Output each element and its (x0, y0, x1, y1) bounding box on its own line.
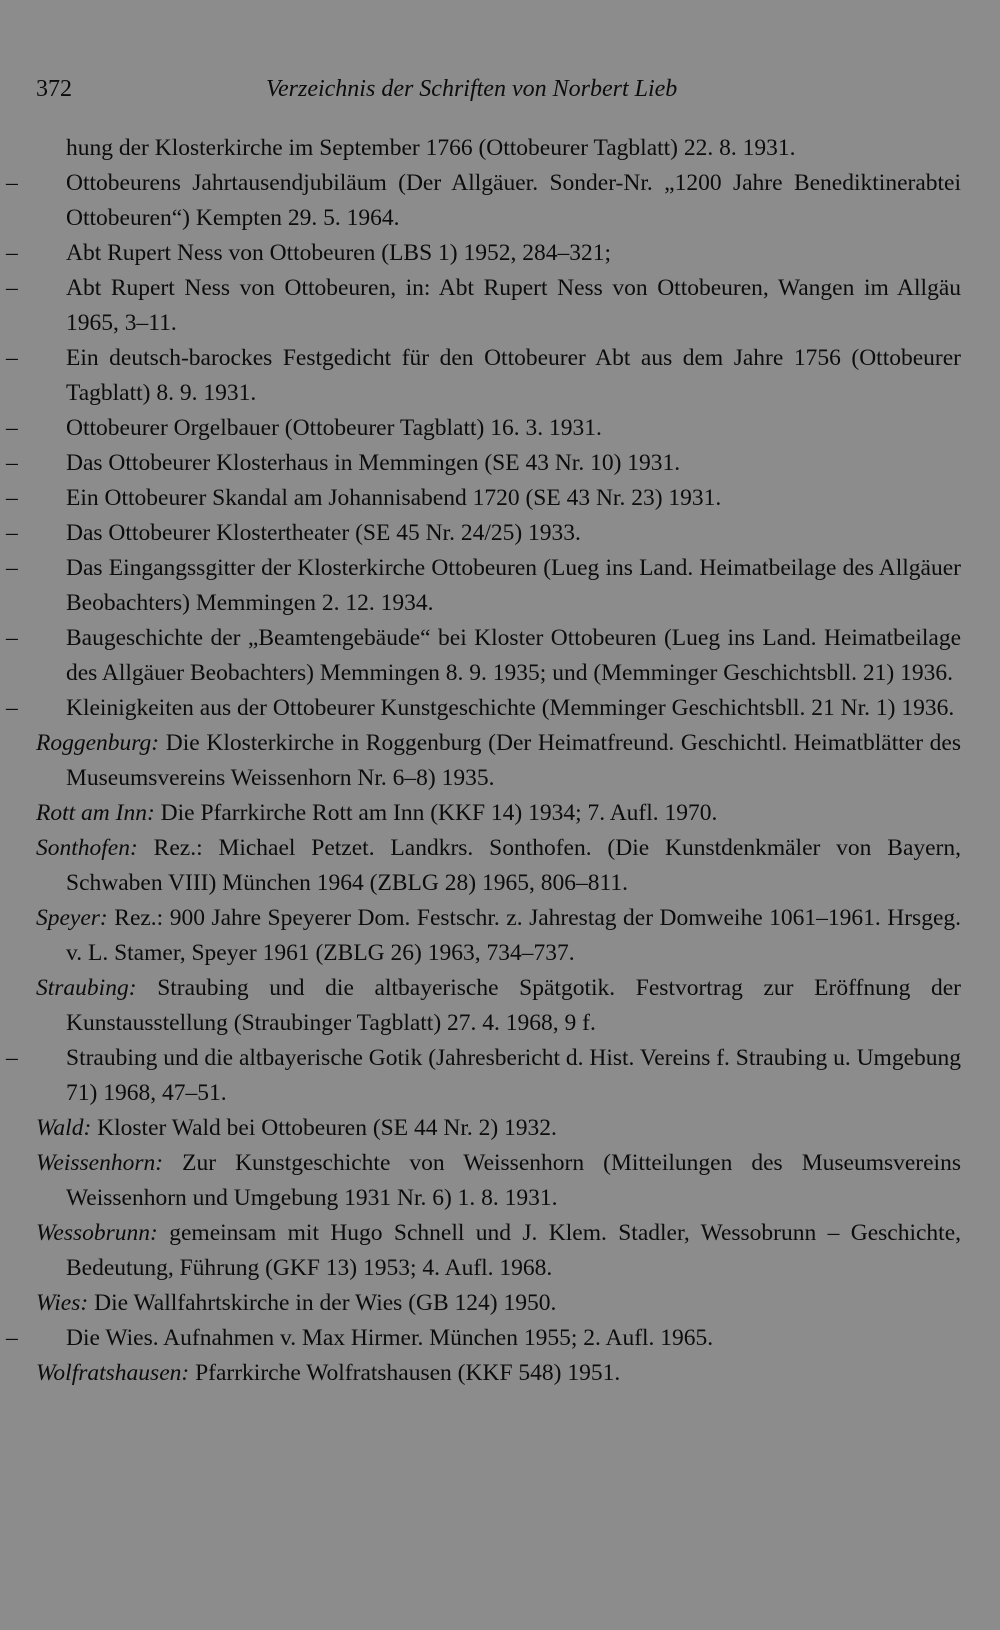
place-name: Weissenhorn: (36, 1150, 164, 1176)
bibliography-entry (6, 516, 961, 551)
place-name: Wald: (36, 1115, 92, 1141)
bibliography-entry (36, 1146, 961, 1216)
place-name: Wies: (36, 1290, 89, 1316)
entry-text: Baugeschichte der „Beamtengebäude“ bei Kloster Ottobeuren (Lueg ins Land. Heimatbeilage des Allgäuer Beobachters) Memmingen 8. 9. 1935; und (Memminger Geschichtsbll. 21) 1936. (66, 625, 961, 686)
entry-dash: – (6, 485, 18, 511)
entry-text: Das Ottobeurer Klostertheater (SE 45 Nr. 24/25) 1933. (66, 520, 581, 546)
bibliography-entry (6, 446, 961, 481)
entry-text: Ottobeurens Jahrtausendjubiläum (Der Allgäuer. Sonder-Nr. „1200 Jahre Benediktinerabtei Ottobeuren“) Kempten 29. 5. 1964. (66, 170, 961, 231)
entry-text: Die Wallfahrtskirche in der Wies (GB 124) 1950. (94, 1290, 557, 1316)
page-number: 372 (36, 76, 72, 102)
entry-dash: – (6, 450, 18, 476)
bibliography-entry (36, 726, 961, 796)
bibliography-entry (6, 551, 961, 621)
bibliography-entry (6, 166, 961, 236)
entry-text: Kloster Wald bei Ottobeuren (SE 44 Nr. 2) 1932. (97, 1115, 557, 1141)
entry-text: gemeinsam mit Hugo Schnell und J. Klem. Stadler, Wessobrunn – Geschichte, Bedeutung, Führung (GKF 13) 1953; 4. Aufl. 1968. (66, 1220, 962, 1281)
entry-text: Straubing und die altbayerische Gotik (Jahresbericht d. Hist. Vereins f. Straubing u. Umgebung 71) 1968, 47–51. (66, 1045, 961, 1106)
bibliography-entry (6, 621, 961, 691)
entry-text: Das Ottobeurer Klosterhaus in Memmingen (SE 43 Nr. 10) 1931. (66, 450, 681, 476)
bibliography-entry (36, 131, 961, 166)
bibliography-entry (36, 831, 961, 901)
entry-text: Abt Rupert Ness von Ottobeuren (LBS 1) 1952, 284–321; (66, 240, 612, 266)
place-name: Straubing: (36, 975, 137, 1001)
entry-dash: – (6, 1325, 18, 1351)
bibliography-entry (36, 1286, 961, 1321)
entry-text: hung der Klosterkirche im September 1766 (Ottobeurer Tagblatt) 22. 8. 1931. (66, 135, 796, 161)
entry-text: Ottobeurer Orgelbauer (Ottobeurer Tagblatt) 16. 3. 1931. (66, 415, 602, 441)
entry-text: Die Pfarrkirche Rott am Inn (KKF 14) 1934; 7. Aufl. 1970. (160, 800, 718, 826)
entry-dash: – (6, 345, 18, 371)
entry-text: Das Eingangssgitter der Klosterkirche Ottobeuren (Lueg ins Land. Heimatbeilage des Allgäuer Beobachters) Memmingen 2. 12. 1934. (66, 555, 961, 616)
entry-text: Ein deutsch-barockes Festgedicht für den Ottobeurer Abt aus dem Jahre 1756 (Ottobeurer Tagblatt) 8. 9. 1931. (66, 345, 961, 406)
bibliography-entry (36, 1216, 961, 1286)
entry-text: Die Wies. Aufnahmen v. Max Hirmer. München 1955; 2. Aufl. 1965. (66, 1325, 714, 1351)
bibliography-entry (36, 901, 961, 971)
running-title: Verzeichnis der Schriften von Norbert Lieb (266, 76, 678, 102)
bibliography-entry (6, 691, 961, 726)
bibliography-entry (6, 236, 961, 271)
entry-dash: – (6, 275, 18, 301)
entry-dash: – (6, 695, 18, 721)
bibliography-entry (6, 341, 961, 411)
bibliography-entry (36, 971, 961, 1041)
entry-text: Kleinigkeiten aus der Ottobeurer Kunstgeschichte (Memminger Geschichtsbll. 21 Nr. 1) 1936. (66, 695, 955, 721)
entry-text: Rez.: 900 Jahre Speyerer Dom. Festschr. z. Jahrestag der Domweihe 1061–1961. Hrsgeg. v. L. Stamer, Speyer 1961 (ZBLG 26) 1963, 734–737. (66, 905, 962, 966)
entry-dash: – (6, 625, 18, 651)
entry-text: Straubing und die altbayerische Spätgotik. Festvortrag zur Eröffnung der Kunstausstellung (Straubinger Tagblatt) 27. 4. 1968, 9 f. (66, 975, 961, 1036)
entry-text: Abt Rupert Ness von Ottobeuren, in: Abt Rupert Ness von Ottobeuren, Wangen im Allgäu 1965, 3–11. (66, 275, 961, 336)
entry-text: Ein Ottobeurer Skandal am Johannisabend 1720 (SE 43 Nr. 23) 1931. (66, 485, 722, 511)
entry-dash: – (6, 555, 18, 581)
place-name: Wessobrunn: (36, 1220, 158, 1246)
bibliography-entry (6, 1041, 961, 1111)
place-name: Wolfratshausen: (36, 1360, 190, 1386)
place-name: Speyer: (36, 905, 108, 931)
entry-dash: – (6, 170, 18, 196)
bibliography-entry (36, 796, 961, 831)
place-name: Sonthofen: (36, 835, 138, 861)
entry-dash: – (6, 520, 18, 546)
entry-text: Pfarrkirche Wolfratshausen (KKF 548) 1951. (195, 1360, 621, 1386)
place-name: Rott am Inn: (36, 800, 155, 826)
bibliography-entry (6, 411, 961, 446)
entry-dash: – (6, 415, 18, 441)
entry-dash: – (6, 1045, 18, 1071)
entry-text: Zur Kunstgeschichte von Weissenhorn (Mitteilungen des Museumsvereins Weissenhorn und Umgebung 1931 Nr. 6) 1. 8. 1931. (66, 1150, 961, 1211)
bibliography-entry (36, 1111, 961, 1146)
bibliography-entry (6, 271, 961, 341)
bibliography-entry (36, 1356, 961, 1391)
place-name: Roggenburg: (36, 730, 160, 756)
bibliography-entry (6, 481, 961, 516)
bibliography-entry (6, 1321, 961, 1356)
entry-text: Rez.: Michael Petzet. Landkrs. Sonthofen. (Die Kunstdenkmäler von Bayern, Schwaben VIII) München 1964 (ZBLG 28) 1965, 806–811. (66, 835, 962, 896)
entry-text: Die Klosterkirche in Roggenburg (Der Heimatfreund. Geschichtl. Heimatblätter des Museumsvereins Weissenhorn Nr. 6–8) 1935. (66, 730, 962, 791)
entry-dash: – (6, 240, 18, 266)
bibliography-list (6, 131, 962, 1391)
